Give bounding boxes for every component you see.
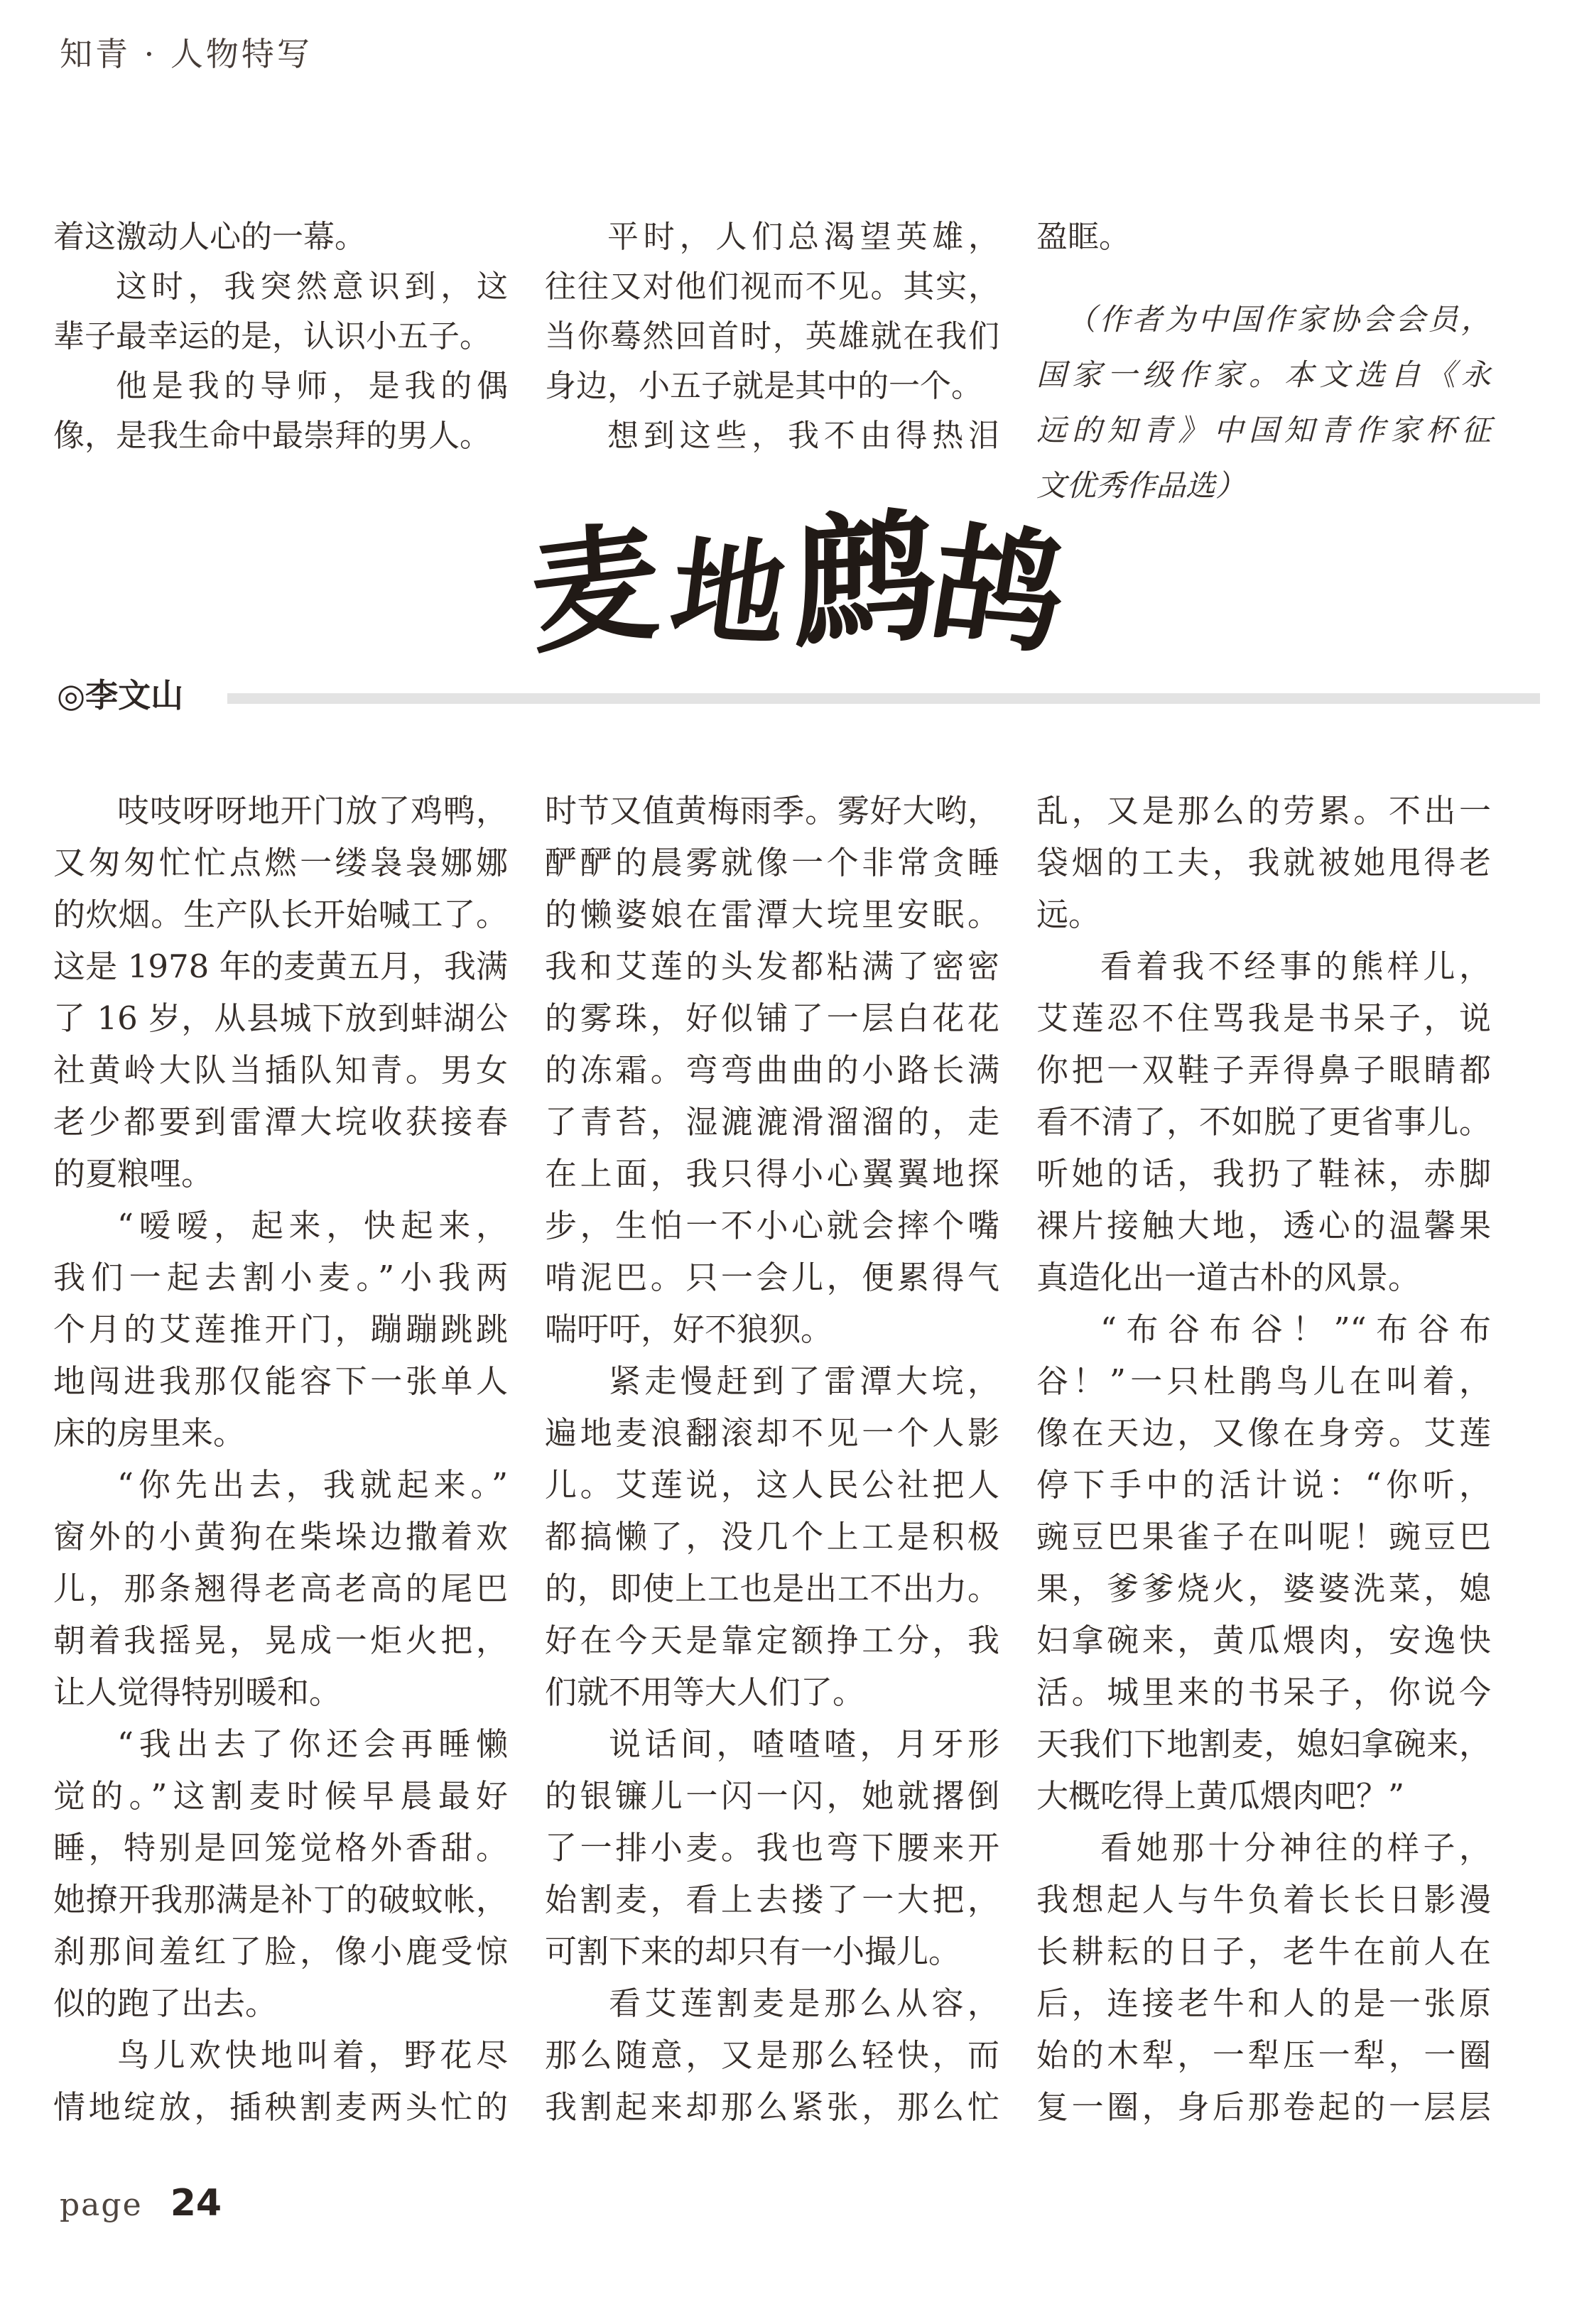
- text-line: 觉的。”这割麦时候早晨最好: [53, 1777, 508, 1815]
- text-line: 当你蓦然回首时，英雄就在我们: [545, 318, 999, 354]
- body-column-2: [545, 785, 999, 2133]
- text-line: 往往又对他们视而不见。其实，: [545, 268, 999, 305]
- text-line: 好在今天是靠定额挣工分，我: [545, 1622, 999, 1659]
- text-line: （作者为中国作家协会会员，: [1066, 302, 1491, 337]
- text-line: “你先出去，我就起来。”: [117, 1466, 508, 1504]
- text-line: 刹那间羞红了脸，像小鹿受惊: [53, 1933, 508, 1970]
- text-line: 平时，人们总渴望英雄，: [607, 219, 999, 255]
- text-line: 社黄岭大队当插队知青。男女: [53, 1051, 508, 1089]
- text-line: 朝着我摇晃，晃成一炬火把，: [53, 1622, 508, 1659]
- text-line: 了 16 岁，从县城下放到蚌湖公: [53, 999, 508, 1037]
- text-line: 想到这些，我不由得热泪: [607, 418, 999, 454]
- text-line: 睡，特别是回笼觉格外香甜。: [53, 1829, 508, 1867]
- text-line: 国家一级作家。本文选自《永: [1036, 357, 1491, 392]
- text-line: 似的跑了出去。: [53, 1984, 278, 2022]
- page-number: 24: [170, 2182, 222, 2225]
- text-line: 我和艾莲的头发都粘满了密密: [545, 947, 999, 985]
- title-character: 地: [663, 523, 794, 662]
- text-line: 的夏粮哩。: [53, 1155, 214, 1193]
- text-line: 看艾莲割麦是那么从容，: [609, 1984, 999, 2022]
- text-line: 床的房里来。: [53, 1414, 246, 1452]
- text-line: 他是我的导师，是我的偶: [116, 368, 508, 404]
- text-line: 后，连接老牛和人的是一张原: [1036, 1984, 1491, 2022]
- text-line: 的冻霜。弯弯曲曲的小路长满: [545, 1051, 999, 1089]
- previous-article-ending: [53, 212, 1491, 514]
- text-line: 又匆匆忙忙点燃一缕袅袅娜娜: [53, 844, 508, 881]
- article-body: [53, 785, 1491, 2133]
- page-label: page: [60, 2187, 143, 2223]
- text-line: 们就不用等大人们了。: [545, 1673, 865, 1711]
- section-header: 知青 · 人物特写: [60, 35, 313, 73]
- text-line: 文优秀作品选）: [1036, 468, 1246, 503]
- text-line: 始割麦，看上去搂了一大把，: [545, 1881, 999, 1918]
- page-footer: [60, 2182, 222, 2225]
- text-line: 天我们下地割麦，媳妇拿碗来，: [1036, 1725, 1491, 1763]
- text-line: 儿。艾莲说，这人民公社把人: [545, 1466, 999, 1504]
- top-column-2: [545, 212, 999, 514]
- text-line: “嗳嗳，起来，快起来，: [117, 1207, 508, 1244]
- text-line: 真造化出一道古朴的风景。: [1036, 1259, 1421, 1296]
- text-line: 她撩开我那满是补丁的破蚊帐，: [53, 1881, 508, 1918]
- text-line: 遍地麦浪翻滚却不见一个人影: [545, 1414, 999, 1452]
- author-divider-bar: [227, 693, 1540, 704]
- author-row: [57, 673, 1541, 723]
- text-line: 远的知青》中国知青作家杯征: [1036, 413, 1491, 447]
- text-line: 看不清了，不如脱了更省事儿。: [1036, 1103, 1491, 1141]
- text-line: 身边，小五子就是其中的一个。: [545, 368, 982, 404]
- text-line: 酽酽的晨雾就像一个非常贪睡: [545, 844, 999, 881]
- text-line: 看她那十分神往的样子，: [1100, 1829, 1491, 1867]
- text-line: 的，即使上工也是出工不出力。: [545, 1570, 999, 1607]
- text-line: 我们一起去割小麦。”小我两: [53, 1259, 508, 1296]
- text-line: 的炊烟。生产队长开始喊工了。: [53, 896, 508, 933]
- text-line: 情地绽放，插秧割麦两头忙的: [53, 2088, 508, 2126]
- title-character: 鸪: [921, 507, 1077, 672]
- top-column-3: [1036, 212, 1491, 514]
- text-line: 谷！”一只杜鹃鸟儿在叫着，: [1036, 1362, 1491, 1400]
- text-line: 复一圈，身后那卷起的一层层: [1036, 2088, 1491, 2126]
- text-line: 果，爹爹烧火，婆婆洗菜，媳: [1036, 1570, 1491, 1607]
- text-line: 的懒婆娘在雷潭大垸里安眠。: [545, 896, 999, 933]
- text-line: 都搞懒了，没几个上工是积极: [545, 1518, 999, 1555]
- text-line: 辈子最幸运的是，认识小五子。: [53, 318, 491, 354]
- text-line: 这时，我突然意识到，这: [116, 268, 508, 305]
- top-column-1: [53, 212, 508, 514]
- text-line: 我想起人与牛负着长长日影漫: [1036, 1881, 1491, 1918]
- text-line: “布谷布谷！”“布谷布: [1100, 1310, 1491, 1348]
- text-line: 妇拿碗来，黄瓜煨肉，安逸快: [1036, 1622, 1491, 1659]
- text-line: 长耕耘的日子，老牛在前人在: [1036, 1933, 1491, 1970]
- text-line: 始的木犁，一犁压一犁，一圈: [1036, 2036, 1491, 2074]
- text-line: 的雾珠，好似铺了一层白花花: [545, 999, 999, 1037]
- text-line: 说话间，喳喳喳，月牙形: [609, 1725, 999, 1763]
- text-line: 让人觉得特别暖和。: [53, 1673, 342, 1711]
- text-line: 在上面，我只得小心翼翼地探: [545, 1155, 999, 1193]
- text-line: 了青苔，湿漉漉滑溜溜的，走: [545, 1103, 999, 1141]
- text-line: 艾莲忍不住骂我是书呆子，说: [1036, 999, 1491, 1037]
- body-column-3: [1036, 785, 1491, 2133]
- text-line: 你把一双鞋子弄得鼻子眼睛都: [1036, 1051, 1491, 1089]
- text-line: 儿，那条翘得老高老高的尾巴: [53, 1570, 508, 1607]
- text-line: 乱，又是那么的劳累。不出一: [1036, 792, 1491, 830]
- text-line: 活。城里来的书呆子，你说今: [1036, 1673, 1491, 1711]
- text-line: 看着我不经事的熊样儿，: [1100, 947, 1491, 985]
- text-line: 像在天边，又像在身旁。艾莲: [1036, 1414, 1491, 1452]
- text-line: 个月的艾莲推开门，蹦蹦跳跳: [53, 1310, 508, 1348]
- text-line: 听她的话，我扔了鞋袜，赤脚: [1036, 1155, 1491, 1193]
- article-title-calligraphy: [0, 492, 1594, 672]
- text-line: 喘吁吁，好不狼狈。: [545, 1310, 833, 1348]
- text-line: 步，生怕一不小心就会摔个嘴: [545, 1207, 999, 1244]
- text-line: 啃泥巴。只一会儿，便累得气: [545, 1259, 999, 1296]
- text-line: 吱吱呀呀地开门放了鸡鸭，: [117, 792, 508, 830]
- text-line: 可割下来的却只有一小撮儿。: [545, 1933, 961, 1970]
- text-line: 豌豆巴果雀子在叫呢！豌豆巴: [1036, 1518, 1491, 1555]
- text-line: 袋烟的工夫，我就被她甩得老: [1036, 844, 1491, 881]
- text-line: 我割起来却那么紧张，那么忙: [545, 2088, 999, 2126]
- text-line: “我出去了你还会再睡懒: [117, 1725, 508, 1763]
- text-line: 远。: [1036, 896, 1101, 933]
- title-character: 鹧: [793, 492, 936, 669]
- text-line: 盈眶。: [1036, 219, 1130, 255]
- text-line: 窗外的小黄狗在柴垛边撒着欢: [53, 1518, 508, 1555]
- text-line: 这是 1978 年的麦黄五月，我满: [53, 947, 508, 985]
- text-line: 那么随意，又是那么轻快，而: [545, 2036, 999, 2074]
- text-line: 像，是我生命中最崇拜的男人。: [53, 418, 491, 454]
- text-line: 了一排小麦。我也弯下腰来开: [545, 1829, 999, 1867]
- text-line: 停下手中的活计说：“你听，: [1036, 1466, 1491, 1504]
- text-line: 时节又值黄梅雨季。雾好大哟，: [545, 792, 999, 830]
- text-line: 紧走慢赶到了雷潭大垸，: [609, 1362, 999, 1400]
- text-line: 着这激动人心的一幕。: [53, 219, 366, 255]
- text-line: 大概吃得上黄瓜煨肉吧？”: [1036, 1777, 1405, 1815]
- text-line: 的银镰儿一闪一闪，她就撂倒: [545, 1777, 999, 1815]
- text-line: 老少都要到雷潭大垸收获接春: [53, 1103, 508, 1141]
- text-line: 地闯进我那仅能容下一张单人: [53, 1362, 508, 1400]
- title-character: 麦: [527, 504, 663, 672]
- text-line: 裸片接触大地，透心的温馨果: [1036, 1207, 1491, 1244]
- text-line: 鸟儿欢快地叫着，野花尽: [117, 2036, 508, 2074]
- author-name: ◎李文山: [57, 676, 184, 715]
- body-column-1: [53, 785, 508, 2133]
